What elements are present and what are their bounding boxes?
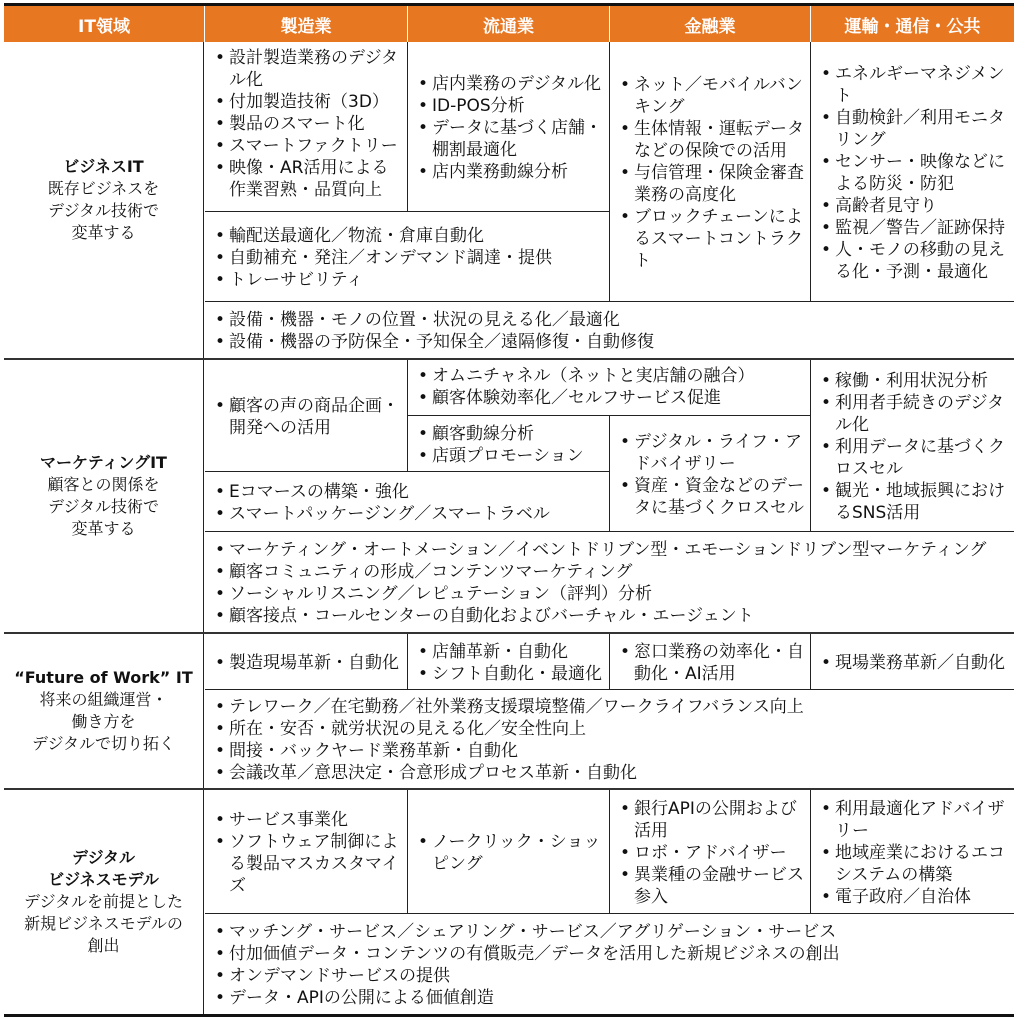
list-item: • 利用データに基づくクロスセル [821, 436, 1008, 480]
business-it-distribution-cell [408, 42, 610, 212]
list-item: • オンデマンドサービスの提供 [215, 965, 1008, 987]
marketing-it-mfg-dist-shared-cell [205, 472, 610, 532]
marketing-it-desc-1: 顧客との関係を [47, 475, 160, 494]
list-item: • 人・モノの移動の見える化・予測・最適化 [821, 239, 1008, 283]
list-item: • 現場業務革新／自動化 [821, 652, 1008, 674]
list-item: • シフト自動化・最適化 [418, 663, 603, 685]
list-item: • 地域産業におけるエコシステムの構築 [821, 842, 1008, 886]
business-it-transport-cell [811, 42, 1014, 302]
digital-business-manufacturing-cell [205, 790, 408, 914]
list-item: • デジタル・ライフ・アドバイザリー [620, 431, 804, 475]
header-distribution: 流通業 [408, 6, 609, 42]
row-label-digital-business-model [4, 790, 204, 1014]
list-item: • 資産・資金などのデータに基づくクロスセル [620, 475, 804, 519]
list-item: • 銀行APIの公開および活用 [620, 798, 804, 842]
list-item: • 付加価値データ・コンテンツの有償販売／データを活用した新規ビジネスの創出 [215, 943, 1008, 965]
future-work-title: “Future of Work” IT [14, 668, 193, 687]
header-finance: 金融業 [610, 6, 810, 42]
business-it-desc-3: 変革する [71, 223, 136, 242]
list-item: • 顧客の声の商品企画・開発への活用 [215, 395, 401, 439]
list-item: • 設備・機器・モノの位置・状況の見える化／最適化 [215, 309, 1008, 331]
digital-business-desc-2: 新規ビジネスモデルの [24, 914, 183, 933]
list-item: • 設計製造業務のデジタル化 [215, 47, 401, 91]
list-item: • ノークリック・ショッピング [418, 831, 603, 875]
list-item: • データ・APIの公開による価値創造 [215, 987, 1008, 1009]
row-label-future-of-work [4, 634, 204, 788]
business-it-desc-2: デジタル技術で [47, 201, 160, 220]
list-item: • 監視／警告／証跡保持 [821, 217, 1008, 239]
list-item: • センサー・映像などによる防災・防犯 [821, 151, 1008, 195]
business-it-manufacturing-cell [205, 42, 408, 212]
header-transport: 運輸・通信・公共 [811, 6, 1014, 42]
list-item: • マーケティング・オートメーション／イベントドリブン型・エモーションドリブン型マーケティング [215, 539, 1008, 561]
marketing-it-desc-3: 変革する [71, 519, 136, 538]
digital-business-title-2: ビジネスモデル [48, 870, 159, 889]
list-item: • 電子政府／自治体 [821, 886, 1008, 908]
list-item: • サービス事業化 [215, 809, 401, 831]
marketing-it-manufacturing-cell [205, 360, 408, 472]
business-it-title: ビジネスIT [63, 157, 144, 176]
list-item: • 顧客コミュニティの形成／コンテンツマーケティング [215, 561, 1008, 583]
list-item: • 顧客体験効率化／セルフサービス促進 [418, 387, 804, 409]
list-item: • ブロックチェーンによるスマートコントラクト [620, 206, 804, 272]
list-item: • ソフトウェア制御による製品マスカスタマイズ [215, 831, 401, 897]
business-it-finance-cell [610, 42, 811, 302]
list-item: • 所在・安否・就労状況の見える化／安全性向上 [215, 718, 1008, 740]
business-it-all-shared-cell [205, 302, 1014, 358]
list-item: • 店頭プロモーション [418, 445, 603, 467]
list-item: • 利用者手続きのデジタル化 [821, 392, 1008, 436]
list-item: • 顧客接点・コールセンターの自動化およびバーチャル・エージェント [215, 605, 1008, 627]
list-item: • 会議改革／意思決定・合意形成プロセス革新・自動化 [215, 762, 1008, 784]
list-item: • 間接・バックヤード業務革新・自動化 [215, 740, 1008, 762]
list-item: • 店内業務のデジタル化 [418, 73, 603, 95]
list-item: • オムニチャネル（ネットと実店舗の融合） [418, 365, 804, 387]
list-item: • 高齢者見守り [821, 195, 1008, 217]
list-item: • 与信管理・保険金審査業務の高度化 [620, 162, 804, 206]
list-item: • 窓口業務の効率化・自動化・AI活用 [620, 641, 804, 685]
list-item: • トレーサビリティ [215, 269, 603, 291]
list-item: • 自動補充・発注／オンデマンド調達・提供 [215, 247, 603, 269]
future-work-desc-1: 将来の組織運営・ [39, 690, 168, 709]
list-item: • 設備・機器の予防保全・予知保全／遠隔修復・自動修復 [215, 331, 1008, 353]
list-item: • ロボ・アドバイザー [620, 842, 804, 864]
future-work-finance-cell [610, 634, 811, 690]
digital-business-transport-cell [811, 790, 1014, 914]
list-item: • 顧客動線分析 [418, 423, 603, 445]
list-item: • スマートファクトリー [215, 135, 401, 157]
list-item: • ネット／モバイルバンキング [620, 74, 804, 118]
digital-business-distribution-cell [408, 790, 610, 914]
future-work-manufacturing-cell [205, 634, 408, 690]
row-label-marketing-it [4, 360, 204, 632]
marketing-it-distribution-mid-cell [408, 416, 610, 472]
list-item: • 店内業務動線分析 [418, 161, 603, 183]
marketing-it-transport-cell [811, 360, 1014, 532]
marketing-it-desc-2: デジタル技術で [47, 497, 160, 516]
marketing-it-distribution-top-cell [408, 360, 811, 416]
future-work-desc-3: デジタルで切り拓く [31, 734, 176, 753]
list-item: • 製造現場革新・自動化 [215, 652, 401, 674]
list-item: • 異業種の金融サービス参入 [620, 864, 804, 908]
header-it-domain: IT領域 [4, 6, 204, 42]
business-it-mfg-dist-shared-cell [205, 212, 610, 302]
list-item: • 観光・地域振興におけるSNS活用 [821, 480, 1008, 524]
digital-business-desc-3: 創出 [87, 936, 120, 955]
business-it-desc-1: 既存ビジネスを [47, 179, 160, 198]
list-item: • 利用最適化アドバイザリー [821, 798, 1008, 842]
list-item: • 付加製造技術（3D） [215, 91, 401, 113]
digital-business-all-shared-cell [205, 914, 1014, 1014]
list-item: • 映像・AR活用による作業習熟・品質向上 [215, 157, 401, 201]
list-item: • 製品のスマート化 [215, 113, 401, 135]
future-work-all-shared-cell [205, 690, 1014, 788]
digital-business-title-1: デジタル [71, 848, 136, 867]
future-work-desc-2: 働き方を [71, 712, 136, 731]
header-manufacturing: 製造業 [205, 6, 407, 42]
marketing-it-finance-cell [610, 416, 811, 532]
list-item: • マッチング・サービス／シェアリング・サービス／アグリゲーション・サービス [215, 921, 1008, 943]
future-work-distribution-cell [408, 634, 610, 690]
marketing-it-all-shared-cell [205, 532, 1014, 632]
future-work-transport-cell [811, 634, 1014, 690]
row-label-business-it [4, 42, 204, 358]
list-item: • データに基づく店舗・棚割最適化 [418, 117, 603, 161]
marketing-it-title: マーケティングIT [40, 453, 167, 472]
it-domain-table [4, 6, 1014, 1014]
list-item: • 自動検針／利用モニタリング [821, 107, 1008, 151]
list-item: • テレワーク／在宅勤務／社外業務支援環境整備／ワークライフバランス向上 [215, 696, 1008, 718]
list-item: • スマートパッケージング／スマートラベル [215, 503, 603, 525]
digital-business-desc-1: デジタルを前提とした [23, 892, 184, 911]
list-item: • ID-POS分析 [418, 95, 603, 117]
list-item: • 稼働・利用状況分析 [821, 370, 1008, 392]
table-bottom-rule [4, 1014, 1014, 1017]
list-item: • 輸配送最適化／物流・倉庫自動化 [215, 225, 603, 247]
list-item: • 店舗革新・自動化 [418, 641, 603, 663]
list-item: • エネルギーマネジメント [821, 63, 1008, 107]
digital-business-finance-cell [610, 790, 811, 914]
list-item: • ソーシャルリスニング／レピュテーション（評判）分析 [215, 583, 1008, 605]
list-item: • 生体情報・運転データなどの保険での活用 [620, 118, 804, 162]
list-item: • Eコマースの構築・強化 [215, 481, 603, 503]
